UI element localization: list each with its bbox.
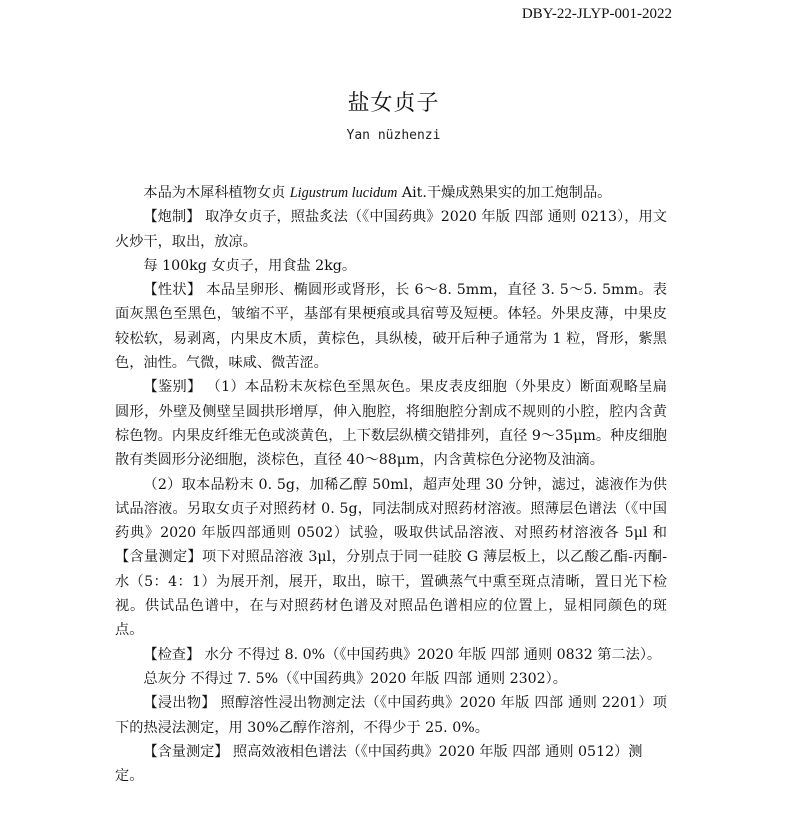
pinyin-subtitle: Yan nüzhenzi [346, 128, 441, 143]
extract-paragraph: 【浸出物】 照醇溶性浸出物测定法（《中国药典》2020 年版 四部 通则 2201）项下的热浸法测定，用 30%乙醇作溶剂，不得少于 25. 0%。 [115, 695, 667, 736]
assay-paragraph: 【含量测定】 照高效液相色谱法（《中国药典》2020 年版 四部 通则 0512）测定。 [115, 743, 643, 785]
intro-paragraph [115, 181, 667, 205]
total-ash-paragraph: 总灰分 不得过 7. 5%（《中国药典》2020 年版 四部 通则 2302）。 [143, 670, 567, 687]
monograph-body [115, 181, 667, 788]
page-title: 盐女贞子 [347, 91, 440, 116]
latin-name: Ligustrum lucidum [289, 185, 398, 201]
processing-paragraph: 【炮制】 取净女贞子，照盐炙法（《中国药典》2020 年版 四部 通则 0213），用文火炒干，取出，放凉。 [115, 209, 667, 250]
intro-text-after: Ait.干燥成熟果实的加工炮制品。 [397, 185, 612, 201]
salt-amount-paragraph: 每 100kg 女贞子，用食盐 2kg。 [143, 257, 357, 274]
description-paragraph: 【性状】 本品呈卵形、椭圆形或肾形，长 6～8. 5mm，直径 3. 5～5. 5mm。表面灰黑色至黑色，皱缩不平，基部有果梗痕或具宿萼及短梗。体轻。外果皮薄，中果皮较松软，易剥离，内果皮木质，黄棕色，具纵棱，破开后种子通常为 1 粒，肾形，紫黑色，油性。气微，味咸、微苦涩。 [115, 282, 667, 372]
document-code: DBY-22-JLYP-001-2022 [521, 6, 672, 22]
intro-text-before: 本品为木犀科植物女贞 [143, 185, 290, 201]
identification-paragraph-1: 【鉴别】 （1）本品粉末灰棕色至黑灰色。果皮表皮细胞（外果皮）断面观略呈扁圆形，外壁及侧壁呈圆拱形增厚，伸入胞腔，将细胞腔分割成不规则的小腔，腔内含黄棕色物。内果皮纤维无色或淡黄色，上下数层纵横交错排列，直径 9～35μm。种皮细胞散有类圆形分泌细胞，淡棕色，直径 40～88μm，内含黄棕色分泌物及油滴。 [115, 379, 667, 469]
inspection-paragraph: 【检查】 水分 不得过 8. 0%（《中国药典》2020 年版 四部 通则 0832 第二法）。 [143, 646, 662, 663]
identification-paragraph-2: （2）取本品粉末 0. 5g，加稀乙醇 50ml，超声处理 30 分钟，滤过，滤液作为供试品溶液。另取女贞子对照药材 0. 5g，同法制成对照药材溶液。照薄层色谱法（《中国药典》2020 年版四部通则 0502）试验，吸取供试品溶液、对照药材溶液各 5μl 和【含量测定】项下对照品溶液 3μl，分别点于同一硅胶 G 薄层板上，以乙酸乙酯-丙酮-水（5：4：1）为展开剂，展开，取出，晾干，置碘蒸气中熏至斑点清晰，置日光下检视。供试品色谱中，在与对照药材色谱及对照品色谱相应的位置上，显相同颜色的斑点。 [115, 476, 667, 639]
